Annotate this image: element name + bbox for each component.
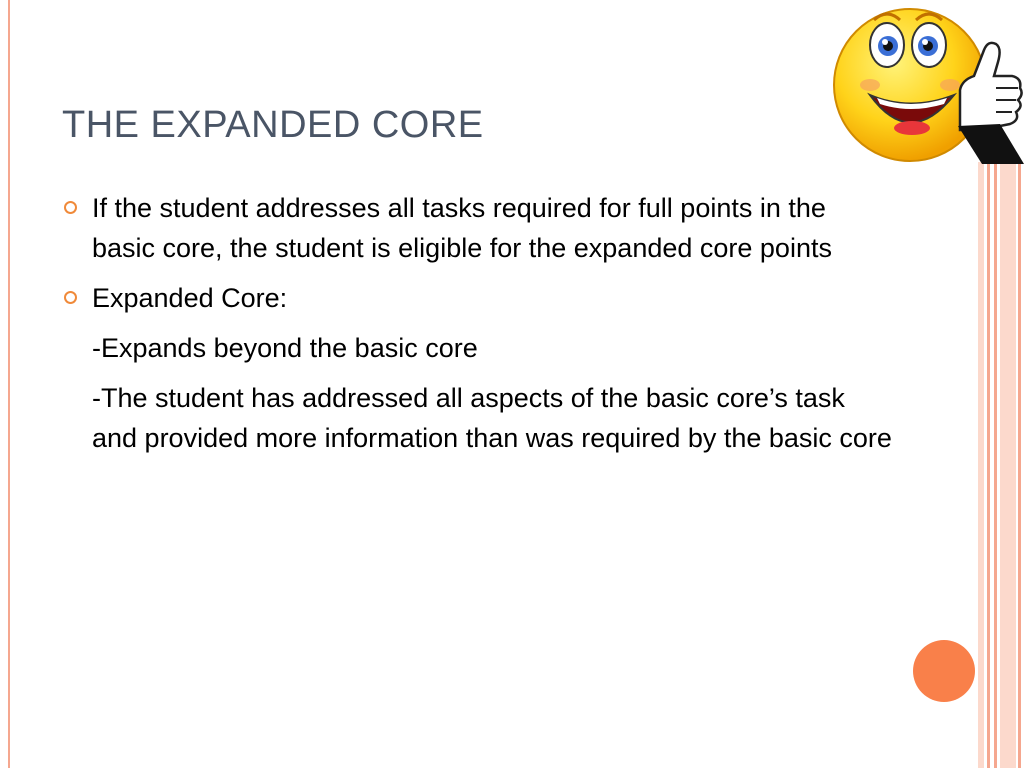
sub-line-text: -The student has addressed all aspects of the basic core’s task and provided more information than was required by the basic core: [92, 383, 892, 453]
orange-circle-decoration: [913, 640, 975, 702]
bullet-circle-icon: [64, 201, 77, 214]
sub-line: [62, 328, 892, 368]
right-decorative-stripes: [978, 162, 1024, 768]
left-border-line: [8, 0, 10, 768]
stripe: [978, 162, 984, 768]
bullet-item: [62, 188, 892, 268]
sub-line-text: -Expands beyond the basic core: [92, 333, 478, 363]
slide-body: [62, 188, 892, 468]
bullet-circle-icon: [64, 291, 77, 304]
slide-title: THE EXPANDED CORE: [62, 104, 484, 146]
bullet-text: Expanded Core:: [92, 283, 288, 313]
bullet-item: [62, 278, 892, 318]
sub-line: [62, 378, 892, 458]
stripe: [1018, 162, 1021, 768]
stripe: [987, 162, 990, 768]
stripe: [1000, 162, 1016, 768]
thumbs-up-smiley-icon: [832, 0, 1024, 165]
stripe: [994, 162, 997, 768]
bullet-text: If the student addresses all tasks required for full points in the basic core, the student is eligible for the expanded core points: [92, 193, 832, 263]
